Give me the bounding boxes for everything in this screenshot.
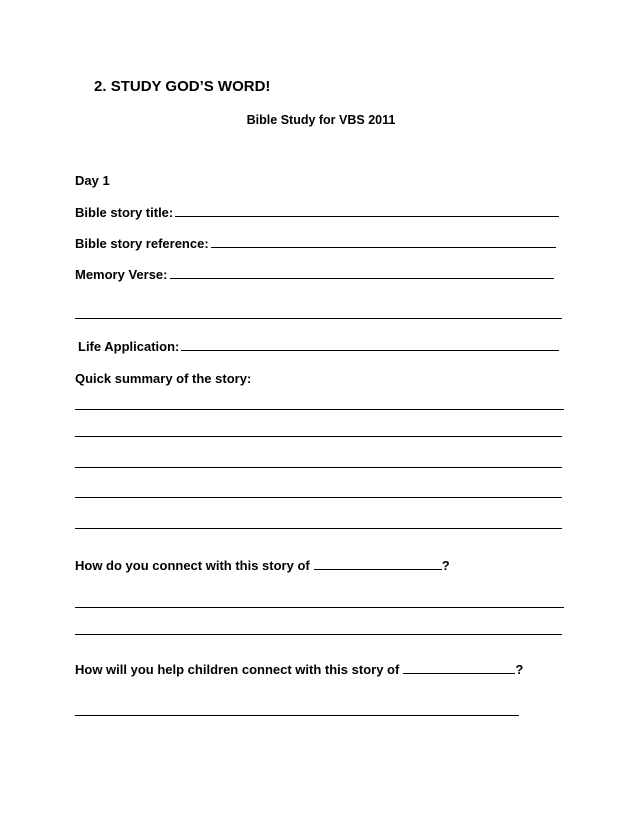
connect-question bbox=[75, 557, 450, 573]
memory-verse-row bbox=[75, 266, 554, 282]
connect-answer-line-2[interactable] bbox=[75, 634, 562, 635]
connect-story-field[interactable] bbox=[314, 557, 442, 570]
connect-answer-line-1[interactable] bbox=[75, 607, 564, 608]
memory-verse-extra-line[interactable] bbox=[75, 318, 562, 319]
connect-question-text: How do you connect with this story of bbox=[75, 558, 310, 573]
story-title-label: Bible story title: bbox=[75, 205, 174, 220]
section-number: 2. bbox=[94, 78, 107, 95]
page-subtitle: Bible Study for VBS 2011 bbox=[246, 113, 396, 127]
story-title-field[interactable] bbox=[175, 204, 559, 217]
connect-question-mark: ? bbox=[441, 558, 450, 573]
memory-verse-label: Memory Verse: bbox=[75, 267, 168, 282]
story-reference-field[interactable] bbox=[211, 235, 556, 248]
help-story-field[interactable] bbox=[403, 661, 515, 674]
life-application-field[interactable] bbox=[181, 338, 559, 351]
section-heading bbox=[94, 78, 270, 95]
summary-line-3[interactable] bbox=[75, 467, 562, 468]
memory-verse-field[interactable] bbox=[170, 266, 554, 279]
summary-line-2[interactable] bbox=[75, 436, 562, 437]
section-title: STUDY GOD’S WORD! bbox=[110, 78, 271, 95]
help-answer-line[interactable] bbox=[75, 715, 519, 716]
summary-label: Quick summary of the story: bbox=[75, 371, 252, 386]
help-question bbox=[75, 661, 523, 677]
story-reference-label: Bible story reference: bbox=[75, 236, 209, 251]
life-application-row bbox=[78, 338, 559, 354]
story-reference-row bbox=[75, 235, 556, 251]
summary-line-5[interactable] bbox=[75, 528, 562, 529]
story-title-row bbox=[75, 204, 559, 220]
help-question-text: How will you help children connect with this story of bbox=[75, 662, 400, 677]
day-label: Day 1 bbox=[75, 173, 110, 188]
summary-line-1[interactable] bbox=[75, 409, 564, 410]
summary-line-4[interactable] bbox=[75, 497, 562, 498]
help-question-mark: ? bbox=[515, 662, 524, 677]
life-application-label: Life Application: bbox=[78, 339, 180, 354]
